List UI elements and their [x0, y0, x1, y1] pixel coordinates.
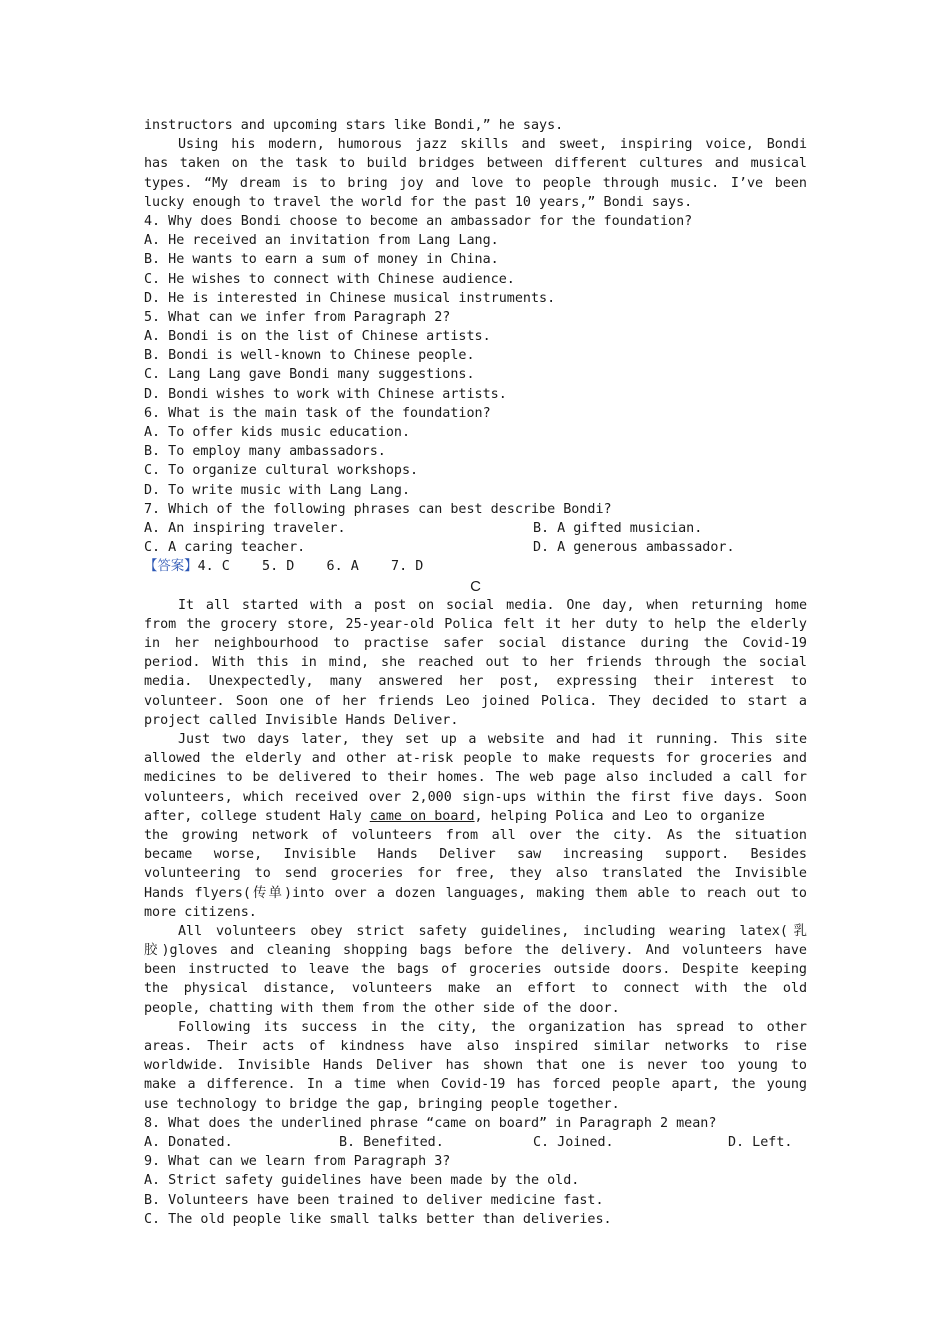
question-7: 7. Which of the following phrases can best describe Bondi? [144, 501, 612, 517]
option: A. Bondi is on the list of Chinese artists. [144, 329, 491, 345]
p4-line: worldwide. Invisible Hands Deliver has shown that one is never too young to [144, 1058, 807, 1074]
underlined-phrase: came on board [369, 808, 475, 824]
p2-line: more citizens. [144, 904, 257, 920]
option: D. To write music with Lang Lang. [144, 482, 411, 498]
option: C. Joined. [533, 1134, 614, 1150]
p2-line: the growing network of volunteers from all over the city. As the situation [144, 827, 807, 843]
intro-line: types. “My dream is to bring joy and love to people through music. I’ve been [144, 175, 807, 191]
text-after: , helping Polica and Leo to organize [474, 808, 765, 824]
text-column [144, 116, 807, 1229]
option-row [144, 538, 807, 557]
p4-line: Following its success in the city, the organization has spread to other [178, 1019, 807, 1035]
option-row [144, 519, 807, 538]
answer-key [144, 557, 807, 576]
intro-line: Using his modern, humorous jazz skills and sweet, inspiring voice, Bondi [178, 137, 807, 153]
option: B. Benefited. [339, 1134, 444, 1150]
option: B. To employ many ambassadors. [144, 444, 386, 460]
question-5: 5. What can we infer from Paragraph 2? [144, 309, 451, 325]
question-9: 9. What can we learn from Paragraph 3? [144, 1154, 451, 1170]
option: C. The old people like small talks better than deliveries. [144, 1211, 612, 1227]
option: A. To offer kids music education. [144, 425, 411, 440]
p3-line: All volunteers obey strict safety guidelines, including wearing latex(乳 [178, 923, 807, 939]
p1-line: It all started with a post on social media. One day, when returning home [178, 597, 807, 613]
p1-line: in her neighbourhood to practise safer social distance during the Covid-19 [144, 636, 807, 652]
p2-line: volunteering to send groceries for free, they also translated the Invisible [144, 866, 807, 882]
p3-line: 胶)gloves and cleaning shopping bags before the delivery. And volunteers have [144, 943, 807, 959]
option: C. To organize cultural workshops. [144, 463, 419, 479]
option: D. A generous ambassador. [533, 540, 735, 556]
option: A. Strict safety guidelines have been made by the old. [144, 1173, 580, 1189]
p3-line: people, chatting with them from the other side of the door. [144, 1000, 620, 1016]
p2-line: Just two days later, they set up a website and had it running. This site [178, 732, 807, 747]
option: B. Volunteers have been trained to deliver medicine fast. [144, 1192, 604, 1208]
p2-line: Hands flyers(传单)into over a dozen languages, making them able to reach out to [144, 885, 807, 901]
option: C. A caring teacher. [144, 540, 306, 556]
question-6: 6. What is the main task of the foundation? [144, 405, 491, 421]
p2-line-underlined [144, 807, 807, 826]
p2-line: became worse, Invisible Hands Deliver saw increasing support. Besides [144, 847, 807, 863]
option: D. Left. [728, 1134, 793, 1150]
p2-line: volunteers, which received over 2,000 sign-ups within the first five days. Soon [144, 789, 807, 805]
intro-line: has taken on the task to build bridges between different cultures and musical [144, 156, 807, 172]
option: D. He is interested in Chinese musical instruments. [144, 290, 556, 306]
section-title: C [470, 577, 481, 595]
option-row [144, 1133, 807, 1152]
option: B. A gifted musician. [533, 520, 703, 536]
p3-line: been instructed to leave the bags of groceries outside doors. Despite keeping [144, 962, 807, 978]
question-8: 8. What does the underlined phrase “came on board” in Paragraph 2 mean? [144, 1115, 717, 1131]
p4-line: areas. Their acts of kindness have also inspired similar networks to rise [144, 1039, 807, 1054]
p1-line: period. With this in mind, she reached out to her friends through the social [144, 655, 807, 671]
answer-text: 4. C 5. D 6. A 7. D [197, 559, 424, 575]
option: C. He wishes to connect with Chinese audience. [144, 271, 515, 287]
p2-line: medicines to be delivered to their homes. The web page also included a call for [144, 770, 807, 786]
p1-line: media. Unexpectedly, many answered her post, expressing their interest to [144, 674, 807, 690]
p1-line: from the grocery store, 25-year-old Polica felt it her duty to help the elderly [144, 616, 807, 632]
option: A. An inspiring traveler. [144, 520, 346, 536]
option: B. Bondi is well-known to Chinese people. [144, 348, 475, 364]
p4-line: make a difference. In a time when Covid-19 has forced people apart, the young [144, 1077, 807, 1093]
intro-line: instructors and upcoming stars like Bondi,” he says. [144, 118, 564, 133]
p4-line: use technology to bridge the gap, bringing people together. [144, 1096, 620, 1112]
p2-line: allowed the elderly and other at-risk people to make requests for groceries and [144, 751, 807, 767]
p1-line: volunteer. Soon one of her friends Leo joined Polica. They decided to start a [144, 693, 807, 709]
p3-line: the physical distance, volunteers make an effort to connect with the old [144, 981, 807, 997]
question-4: 4. Why does Bondi choose to become an ambassador for the foundation? [144, 213, 693, 229]
option: D. Bondi wishes to work with Chinese artists. [144, 386, 507, 402]
option: A. Donated. [144, 1134, 233, 1150]
p1-line: project called Invisible Hands Deliver. [144, 712, 459, 728]
option: B. He wants to earn a sum of money in China. [144, 252, 499, 268]
intro-line: lucky enough to travel the world for the past 10 years,” Bondi says. [144, 194, 693, 210]
option: A. He received an invitation from Lang Lang. [144, 233, 499, 249]
text-before: after, college student Haly [144, 808, 362, 824]
answer-label: 【答案】 [144, 559, 198, 575]
option: C. Lang Lang gave Bondi many suggestions. [144, 367, 475, 383]
